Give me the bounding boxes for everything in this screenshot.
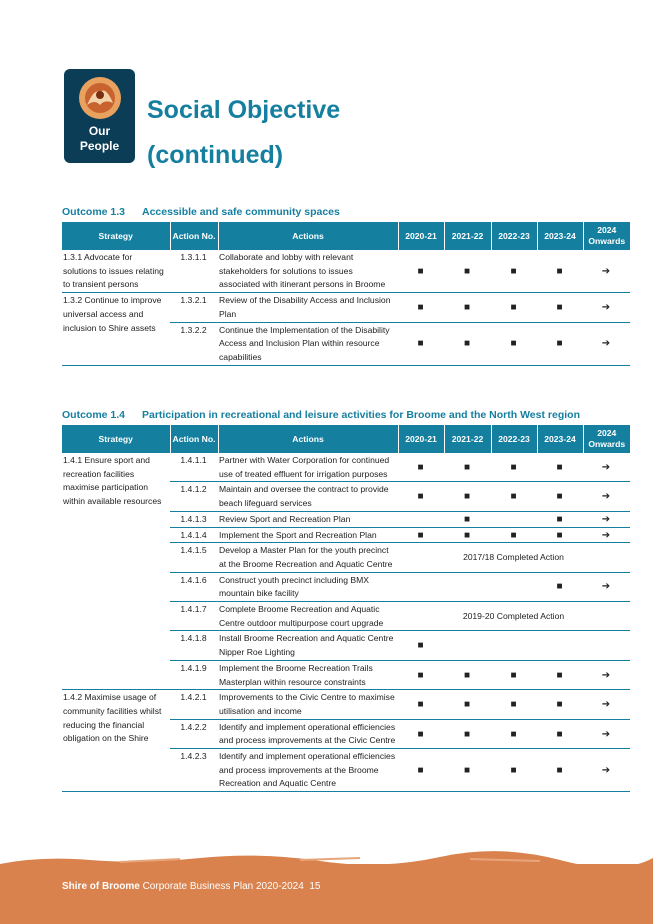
mark-2024-onwards: ➔	[583, 572, 630, 601]
mark-2022-23: ■	[491, 749, 537, 792]
mark-2022-23: ■	[491, 250, 537, 293]
mark-2024-onwards: ➔	[583, 660, 630, 689]
action-number: 1.3.2.1	[170, 293, 218, 322]
action-text: Review of the Disability Access and Inclusion Plan	[218, 293, 398, 322]
strategy-cell: 1.4.2 Maximise usage of community facilities whilst reducing the financial obligation on the Shire	[62, 690, 170, 792]
col-strategy: Strategy	[62, 222, 170, 250]
mark-2020-21: ■	[398, 482, 444, 511]
mark-2023-24	[537, 631, 583, 660]
action-text: Partner with Water Corporation for continued use of treated effluent for irrigation purposes	[218, 453, 398, 482]
our-people-badge	[64, 69, 135, 163]
outcome-heading	[62, 409, 630, 425]
mark-2020-21: ■	[398, 719, 444, 748]
action-text: Implement the Sport and Recreation Plan	[218, 527, 398, 543]
mark-2024-onwards: ➔	[583, 250, 630, 293]
page-title	[147, 88, 447, 178]
action-number: 1.4.2.1	[170, 690, 218, 719]
mark-2022-23: ■	[491, 719, 537, 748]
col-2024-onwards	[583, 425, 630, 453]
action-text: Identify and implement operational efficiencies and process improvements at the Broome Recreation and Aquatic Centre	[218, 749, 398, 792]
action-number: 1.4.1.1	[170, 453, 218, 482]
strategy-cell: 1.4.1 Ensure sport and recreation facilities maximise participation within available resources	[62, 453, 170, 690]
mark-2022-23	[491, 511, 537, 527]
col-actions: Actions	[218, 222, 398, 250]
action-number: 1.4.2.2	[170, 719, 218, 748]
action-text: Review Sport and Recreation Plan	[218, 511, 398, 527]
mark-2021-22: ■	[444, 527, 491, 543]
col-2023-24: 2023-24	[537, 425, 583, 453]
footer-org: Shire of Broome	[62, 881, 140, 892]
action-number: 1.4.1.5	[170, 543, 218, 572]
mark-2023-24: ■	[537, 482, 583, 511]
mark-2021-22: ■	[444, 250, 491, 293]
outcome-title: Participation in recreational and leisure activities for Broome and the North West region	[142, 409, 580, 421]
mark-2023-24: ■	[537, 511, 583, 527]
table-header-row	[62, 425, 630, 453]
action-number: 1.3.1.1	[170, 250, 218, 293]
mark-2023-24: ■	[537, 293, 583, 322]
outcome-number: Outcome 1.4	[62, 409, 126, 421]
mark-2022-23: ■	[491, 527, 537, 543]
mark-2023-24: ■	[537, 719, 583, 748]
mark-2021-22: ■	[444, 293, 491, 322]
outcome-table	[62, 425, 630, 792]
mark-2024-onwards: ➔	[583, 453, 630, 482]
action-number: 1.4.1.2	[170, 482, 218, 511]
mark-2023-24: ■	[537, 572, 583, 601]
strategy-cell: 1.3.2 Continue to improve universal access and inclusion to Shire assets	[62, 293, 170, 366]
table-row	[62, 293, 630, 322]
action-number: 1.4.1.4	[170, 527, 218, 543]
mark-2020-21	[398, 511, 444, 527]
action-number: 1.4.2.3	[170, 749, 218, 792]
col-2020-21: 2020-21	[398, 222, 444, 250]
mark-2023-24: ■	[537, 660, 583, 689]
action-text: Complete Broome Recreation and Aquatic Centre outdoor multipurpose court upgrade	[218, 602, 398, 631]
badge-line1: Our	[88, 124, 111, 138]
mark-2020-21: ■	[398, 527, 444, 543]
outcome-number: Outcome 1.3	[62, 206, 126, 218]
col-2021-22: 2021-22	[444, 425, 491, 453]
action-text: Maintain and oversee the contract to provide beach lifeguard services	[218, 482, 398, 511]
col-2022-23: 2022-23	[491, 222, 537, 250]
action-text: Construct youth precinct including BMX mountain bike facility	[218, 572, 398, 601]
mark-2022-23: ■	[491, 690, 537, 719]
col-2020-21: 2020-21	[398, 425, 444, 453]
mark-2023-24: ■	[537, 250, 583, 293]
footer-bar	[0, 864, 653, 924]
mark-2020-21: ■	[398, 631, 444, 660]
table-row	[62, 690, 630, 719]
outcome-1-4-section	[62, 409, 630, 792]
col-2024: 2024	[597, 428, 617, 438]
action-number: 1.4.1.6	[170, 572, 218, 601]
mark-2022-23: ■	[491, 322, 537, 365]
people-logo-icon	[75, 75, 125, 121]
completed-status: 2019-20 Completed Action	[398, 602, 630, 631]
outcome-1-3-section	[62, 206, 630, 366]
mark-2022-23	[491, 572, 537, 601]
mark-2024-onwards: ➔	[583, 482, 630, 511]
mark-2020-21: ■	[398, 660, 444, 689]
page-number: 15	[309, 881, 321, 892]
title-line2: (continued)	[147, 141, 284, 169]
mark-2021-22: ■	[444, 453, 491, 482]
mark-2020-21: ■	[398, 293, 444, 322]
action-number: 1.3.2.2	[170, 322, 218, 365]
mark-2020-21: ■	[398, 690, 444, 719]
mark-2021-22: ■	[444, 660, 491, 689]
mark-2021-22: ■	[444, 322, 491, 365]
action-text: Collaborate and lobby with relevant stakeholders for solutions to issues associated with itinerant persons in Broome	[218, 250, 398, 293]
mark-2022-23: ■	[491, 482, 537, 511]
mark-2021-22	[444, 631, 491, 660]
action-number: 1.4.1.8	[170, 631, 218, 660]
mark-2023-24: ■	[537, 690, 583, 719]
title-line1: Social Objective	[147, 96, 341, 124]
mark-2021-22: ■	[444, 719, 491, 748]
col-onwards: Onwards	[588, 236, 626, 246]
strategy-cell: 1.3.1 Advocate for solutions to issues relating to transient persons	[62, 250, 170, 293]
table-header-row	[62, 222, 630, 250]
action-text: Identify and implement operational efficiencies and process improvements at the Civic Centre	[218, 719, 398, 748]
col-2021-22: 2021-22	[444, 222, 491, 250]
outcome-table	[62, 222, 630, 366]
mark-2020-21: ■	[398, 250, 444, 293]
col-2024: 2024	[597, 225, 617, 235]
col-actions: Actions	[218, 425, 398, 453]
col-onwards: Onwards	[588, 439, 626, 449]
mark-2021-22: ■	[444, 690, 491, 719]
mark-2022-23	[491, 631, 537, 660]
action-text: Improvements to the Civic Centre to maximise utilisation and income	[218, 690, 398, 719]
mark-2024-onwards: ➔	[583, 322, 630, 365]
mark-2024-onwards	[583, 631, 630, 660]
mark-2023-24: ■	[537, 453, 583, 482]
mark-2024-onwards: ➔	[583, 719, 630, 748]
mark-2021-22: ■	[444, 511, 491, 527]
mark-2022-23: ■	[491, 453, 537, 482]
mark-2020-21: ■	[398, 453, 444, 482]
mark-2023-24: ■	[537, 322, 583, 365]
badge-line2: People	[79, 139, 120, 153]
table-row	[62, 453, 630, 482]
mark-2023-24: ■	[537, 749, 583, 792]
footer-doc: Corporate Business Plan 2020-2024	[142, 881, 304, 892]
action-text: Continue the Implementation of the Disability Access and Inclusion Plan within resource capabilities	[218, 322, 398, 365]
col-action-no: Action No.	[170, 222, 218, 250]
mark-2022-23: ■	[491, 293, 537, 322]
mark-2021-22	[444, 572, 491, 601]
mark-2020-21: ■	[398, 322, 444, 365]
action-text: Install Broome Recreation and Aquatic Centre Nipper Roe Lighting	[218, 631, 398, 660]
action-text: Implement the Broome Recreation Trails Masterplan within resource constraints	[218, 660, 398, 689]
mark-2023-24: ■	[537, 527, 583, 543]
mark-2021-22: ■	[444, 749, 491, 792]
table-row	[62, 250, 630, 293]
action-number: 1.4.1.9	[170, 660, 218, 689]
col-2022-23: 2022-23	[491, 425, 537, 453]
action-number: 1.4.1.3	[170, 511, 218, 527]
mark-2020-21: ■	[398, 749, 444, 792]
mark-2024-onwards: ➔	[583, 527, 630, 543]
col-action-no: Action No.	[170, 425, 218, 453]
mark-2024-onwards: ➔	[583, 690, 630, 719]
action-text: Develop a Master Plan for the youth precinct at the Broome Recreation and Aquatic Centre	[218, 543, 398, 572]
action-number: 1.4.1.7	[170, 602, 218, 631]
mark-2024-onwards: ➔	[583, 511, 630, 527]
mark-2022-23: ■	[491, 660, 537, 689]
mark-2024-onwards: ➔	[583, 293, 630, 322]
col-2023-24: 2023-24	[537, 222, 583, 250]
col-2024-onwards	[583, 222, 630, 250]
completed-status: 2017/18 Completed Action	[398, 543, 630, 572]
mark-2024-onwards: ➔	[583, 749, 630, 792]
mark-2020-21	[398, 572, 444, 601]
col-strategy: Strategy	[62, 425, 170, 453]
outcome-title: Accessible and safe community spaces	[142, 206, 340, 218]
footer-text	[62, 881, 320, 892]
outcome-heading	[62, 206, 630, 222]
mark-2021-22: ■	[444, 482, 491, 511]
